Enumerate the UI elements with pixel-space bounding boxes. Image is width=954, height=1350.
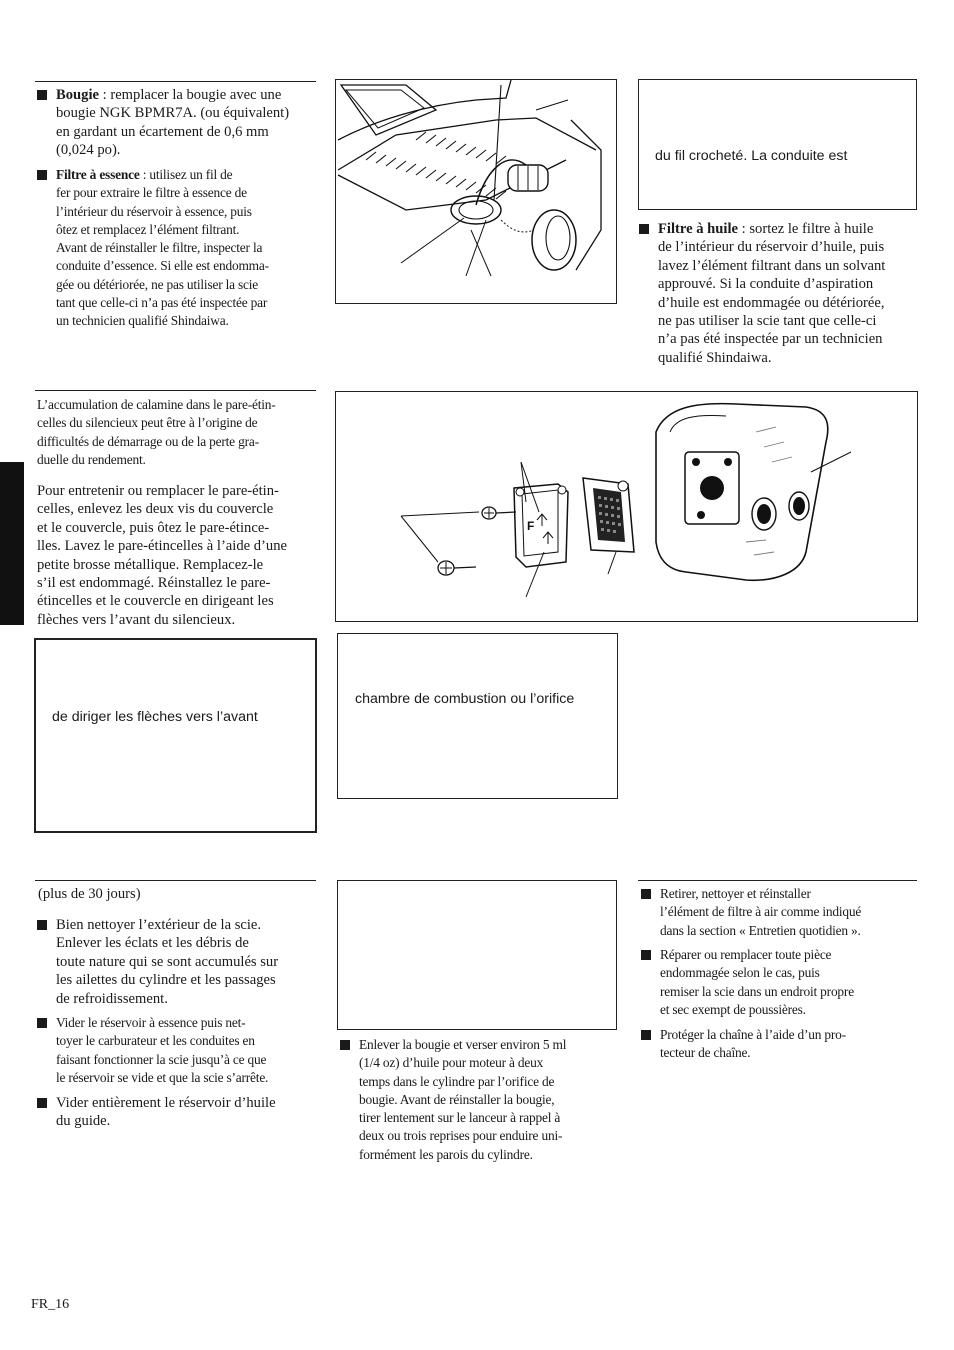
bullet-square: [641, 1030, 651, 1040]
top-right-note-box: [638, 79, 917, 210]
bullet-square: [641, 950, 651, 960]
bullet-square: [37, 90, 47, 100]
page-number: FR_16: [31, 1297, 70, 1312]
storage-step: [37, 1014, 322, 1087]
bullet-square: [641, 889, 651, 899]
storage-step: [641, 946, 921, 1019]
bullet-square: [639, 224, 649, 234]
warning-box-middle: [337, 633, 618, 799]
storage-step: [641, 885, 921, 940]
storage-step: [641, 1026, 921, 1063]
storage-step: [340, 1036, 620, 1164]
bullet-square: [37, 170, 47, 180]
item-label: Filtre à huile: [658, 221, 738, 237]
bullet-square: [37, 1098, 47, 1108]
bullet-text: Retirer, nettoyer et réinstaller l’élément de filtre à air comme indiqué dans la section « Entretien quotidien ».: [660, 886, 862, 938]
front-mark-f: F: [527, 519, 535, 533]
bullet-text: Protéger la chaîne à l’aide d’un pro- tecteur de chaîne.: [660, 1027, 846, 1061]
fuel-tank-drawing: [336, 80, 616, 303]
bullet-text: Réparer ou remplacer toute pièce endommagée selon le cas, puis remiser la scie dans un endroit propre et sec exempt de poussières.: [660, 947, 854, 1017]
fuel-tank-illustration: [335, 79, 617, 304]
muffler-drawing: [336, 392, 917, 621]
section-rule: [638, 880, 917, 881]
spark-plug-item: [37, 86, 317, 160]
storage-step: [37, 916, 317, 1008]
item-label: Filtre à essence: [56, 167, 140, 182]
bullet-square: [340, 1040, 350, 1050]
note-text: du fil crocheté. La conduite est: [655, 148, 848, 164]
item-label: Bougie: [56, 87, 99, 103]
bullet-text: Bougie : remplacer la bougie avec une bougie NGK BPMR7A. (ou équivalent) en gardant un écartement de 0,6 mm (0,024 po).: [56, 87, 290, 159]
bullet-text: Vider le réservoir à essence puis net- toyer le carburateur et les conduites en faisant fonctionner la scie jusqu’à ce que le réservoir se vide et que la scie s’arrête.: [56, 1015, 269, 1085]
bullet-text: Filtre à huile : sortez le filtre à huile de l’intérieur du réservoir d’huile, puis lavez l’élément filtrant dans un solvant approuvé. Si la conduite d’aspiration d’huile est endommagée ou détériorée, ne pas utiliser la scie tant que celle-ci n’a pas été inspectée par un technicien qualifié Shindaiwa.: [658, 221, 886, 366]
storage-note-box: [337, 880, 617, 1030]
section-rule: [35, 81, 316, 82]
storage-heading-tail: (plus de 30 jours): [38, 886, 141, 902]
bullet-text: Bien nettoyer l’extérieur de la scie. Enlever les éclats et les débris de toute nature qui se sont accumulés sur les ailettes du cylindre et les passages de refroidissement.: [56, 917, 279, 1007]
bullet-square: [37, 1018, 47, 1028]
bullet-text: Vider entièrement le réservoir d’huile du guide.: [56, 1095, 276, 1130]
section-rule: [35, 390, 316, 391]
bullet-text: Enlever la bougie et verser environ 5 ml (1/4 oz) d’huile pour moteur à deux temps dans le cylindre par l’orifice de bougie. Avant de réinstaller la bougie, tirer lentement sur le lanceur à rappel à deux ou trois reprises pour enduire uni- formément les parois du cylindre.: [359, 1037, 567, 1162]
fuel-filter-item: [37, 166, 322, 331]
storage-step: [37, 1094, 317, 1131]
oil-filter-item: [639, 220, 919, 367]
section-rule: [35, 880, 316, 881]
warning-text-left: de diriger les flèches vers l’avant: [52, 709, 258, 725]
warning-text-middle: chambre de combustion ou l’orifice: [355, 691, 575, 707]
muffler-illustration: [335, 391, 918, 622]
spark-arrester-intro: L’accumulation de calamine dans le pare-étin- celles du silencieux peut être à l’origine de difficultés de démarrage ou de la perte gra- duelle du rendement.: [37, 397, 276, 467]
bullet-square: [37, 920, 47, 930]
warning-box-left: [34, 638, 317, 833]
spark-arrester-instructions: Pour entretenir ou remplacer le pare-étin- celles, enlevez les deux vis du couvercle et le couvercle, puis ôtez le pare-étince- lles. Lavez le pare-étincelles à l’aide d’une petite brosse métallique. Remplacez-le s’il est endommagé. Réinstallez le pare- étincelles et le couvercle en dirigeant les flèches vers l’avant du silencieux.: [37, 483, 287, 628]
bullet-text: Filtre à essence : utilisez un fil de fer pour extraire le filtre à essence de l’intérieur du réservoir à essence, puis ôtez et remplacez l’élément filtrant. Avant de réinstaller le filtre, inspecter la conduite d’essence. Si elle est endomma- gée ou détériorée, ne pas utiliser la scie tant que celle-ci n’a pas été inspectée par un technicien qualifié Shindaiwa.: [56, 167, 269, 329]
section-side-tab: [0, 462, 24, 625]
